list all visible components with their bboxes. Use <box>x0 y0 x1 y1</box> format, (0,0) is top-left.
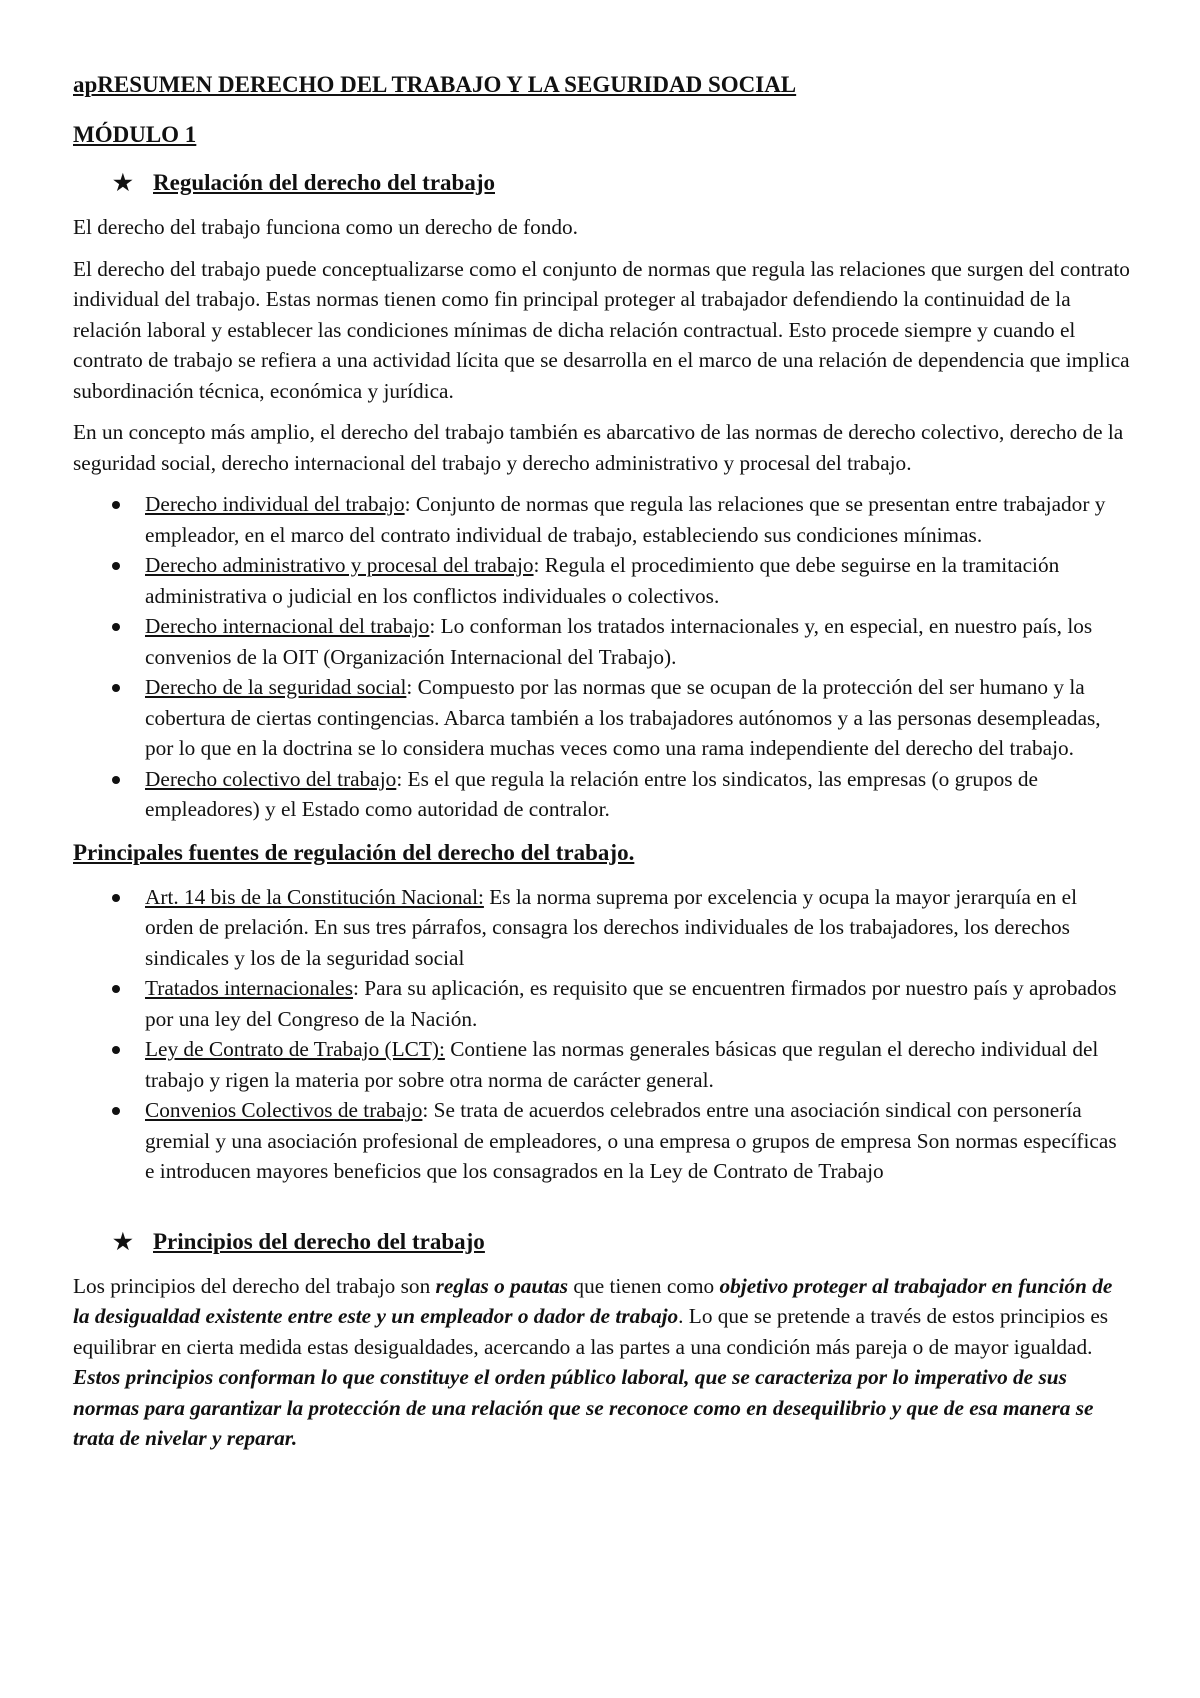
list-item-term: Ley de Contrato de Trabajo (LCT): <box>145 1037 445 1061</box>
list-item <box>73 611 1130 672</box>
bullet-dot-icon <box>112 1107 120 1115</box>
bullet-dot-icon <box>112 985 120 993</box>
list-item-term: Derecho de la seguridad social <box>145 675 407 699</box>
list-item-text: : Lo conforman los tratados internacionales y, en especial, en nuestro país, los convenios de la OIT (Organización Internacional del Trabajo). <box>145 614 1093 669</box>
list-item <box>73 550 1130 611</box>
paragraph: En un concepto más amplio, el derecho del trabajo también es abarcativo de las normas de derecho colectivo, derecho de la seguridad social, derecho internacional del trabajo y derecho administrativo y procesal del trabajo. <box>73 420 1124 475</box>
list-item-text: : Regula el procedimiento que debe seguirse en la tramitación administrativa o judicial en los conflictos individuales o colectivos. <box>145 553 1060 608</box>
list-item-term: Derecho colectivo del trabajo <box>145 766 397 791</box>
list-item <box>73 672 1130 764</box>
list-item <box>73 764 1130 825</box>
list-item <box>73 1034 1130 1095</box>
list-item-text: Contiene las normas generales básicas que regulan el derecho individual del trabajo y rigen la materia por sobre otra norma de carácter general. <box>145 1037 1099 1092</box>
list-item-text: Es la norma suprema por excelencia y ocupa la mayor jerarquía en el orden de prelación. En sus tres párrafos, consagra los derechos individuales de los trabajadores, los derechos sindicales y los de la seguridad social <box>145 884 1078 970</box>
emphasis-text: objetivo proteger al trabajador en función de la desigualdad existente entre este y un empleador o dador de trabajo <box>73 1273 1113 1328</box>
list-item-term: Derecho individual del trabajo <box>145 492 405 516</box>
list-item-text: : Se trata de acuerdos celebrados entre una asociación sindical con personería gremial y una asociación profesional de empleadores, o una empresa o grupos de empresa Son normas específicas e introducen mayores beneficios que los consagrados en la Ley de Contrato de Trabajo <box>145 1098 1117 1183</box>
bullet-dot-icon <box>112 562 120 570</box>
text-run: Los principios del derecho del trabajo son <box>73 1273 436 1298</box>
section-heading-fuentes: Principales fuentes de regulación del derecho del trabajo. <box>73 839 635 865</box>
list-item-term: Tratados internacionales <box>145 976 353 1000</box>
list-item-text: : Es el que regula la relación entre los sindicatos, las empresas (o grupos de empleadores) y el Estado como autoridad de contralor. <box>145 766 1038 821</box>
paragraph-principios <box>73 1271 1130 1454</box>
list-item-text: : Compuesto por las normas que se ocupan de la protección del ser humano y la cobertura de ciertas contingencias. Abarca también a los trabajadores autónomos y a las personas desempleadas, por lo que en la doctrina se lo considera muchas veces como una rama independiente del derecho del trabajo. <box>145 675 1101 760</box>
star-icon: ★ <box>113 1228 133 1254</box>
bullet-dot-icon <box>112 623 120 631</box>
list-item-text: : Para su aplicación, es requisito que se encuentren firmados por nuestro país y aprobados por una ley del Congreso de la Nación. <box>145 976 1117 1031</box>
module-title: MÓDULO 1 <box>73 122 197 147</box>
text-run: . Lo que se pretende a través de estos principios es equilibrar en cierta medida estas desigualdades, acercando a las partes a una condición más pareja o de mayor igualdad. <box>73 1304 1109 1359</box>
emphasis-text: reglas o pautas <box>435 1273 569 1298</box>
paragraph: El derecho del trabajo puede conceptualizarse como el conjunto de normas que regula las relaciones que surgen del contrato individual del trabajo. Estas normas tienen como fin principal proteger al trabajador defendiendo la continuidad de la relación laboral y establecer las condiciones mínimas de dicha relación contractual. Esto procede siempre y cuando el contrato de trabajo se refiera a una actividad lícita que se desarrolla en el marco de una relación de dependencia que implica subordinación técnica, económica y jurídica. <box>73 256 1130 403</box>
bullet-dot-icon <box>112 776 120 784</box>
text-run: que tienen como <box>568 1273 720 1298</box>
bullet-list-derecho <box>73 489 1130 825</box>
bullet-dot-icon <box>112 1046 120 1054</box>
section-heading-principios <box>113 1227 1130 1257</box>
list-item-text: : Conjunto de normas que regula las relaciones que se presentan entre trabajador y empleador, en el marco del contrato individual de trabajo, estableciendo sus condiciones mínimas. <box>145 492 1106 547</box>
star-icon: ★ <box>113 170 133 195</box>
list-item <box>73 489 1130 550</box>
list-item <box>73 882 1130 974</box>
bullet-dot-icon <box>112 894 120 902</box>
section-heading-label: Regulación del derecho del trabajo <box>153 170 495 195</box>
list-item-term: Convenios Colectivos de trabajo <box>145 1098 423 1122</box>
list-item <box>73 973 1130 1034</box>
bullet-dot-icon <box>112 684 120 692</box>
section-heading-label: Principios del derecho del trabajo <box>153 1228 485 1254</box>
section-heading-regulacion <box>113 168 1130 198</box>
list-item <box>73 1095 1130 1187</box>
bullet-list-fuentes <box>73 882 1130 1187</box>
bullet-dot-icon <box>112 501 120 509</box>
list-item-term: Derecho administrativo y procesal del trabajo <box>145 553 534 577</box>
document-title: apRESUMEN DERECHO DEL TRABAJO Y LA SEGURIDAD SOCIAL <box>73 72 797 97</box>
list-item-term: Art. 14 bis de la Constitución Nacional: <box>145 884 484 909</box>
emphasis-text: Estos principios conforman lo que constituye el orden público laboral, que se caracteriza por lo imperativo de sus normas para garantizar la protección de una relación que se reconoce como en desequilibrio y que de esa manera se trata de nivelar y reparar. <box>73 1365 1094 1450</box>
list-item-term: Derecho internacional del trabajo <box>145 614 430 638</box>
paragraph: El derecho del trabajo funciona como un derecho de fondo. <box>73 215 579 239</box>
